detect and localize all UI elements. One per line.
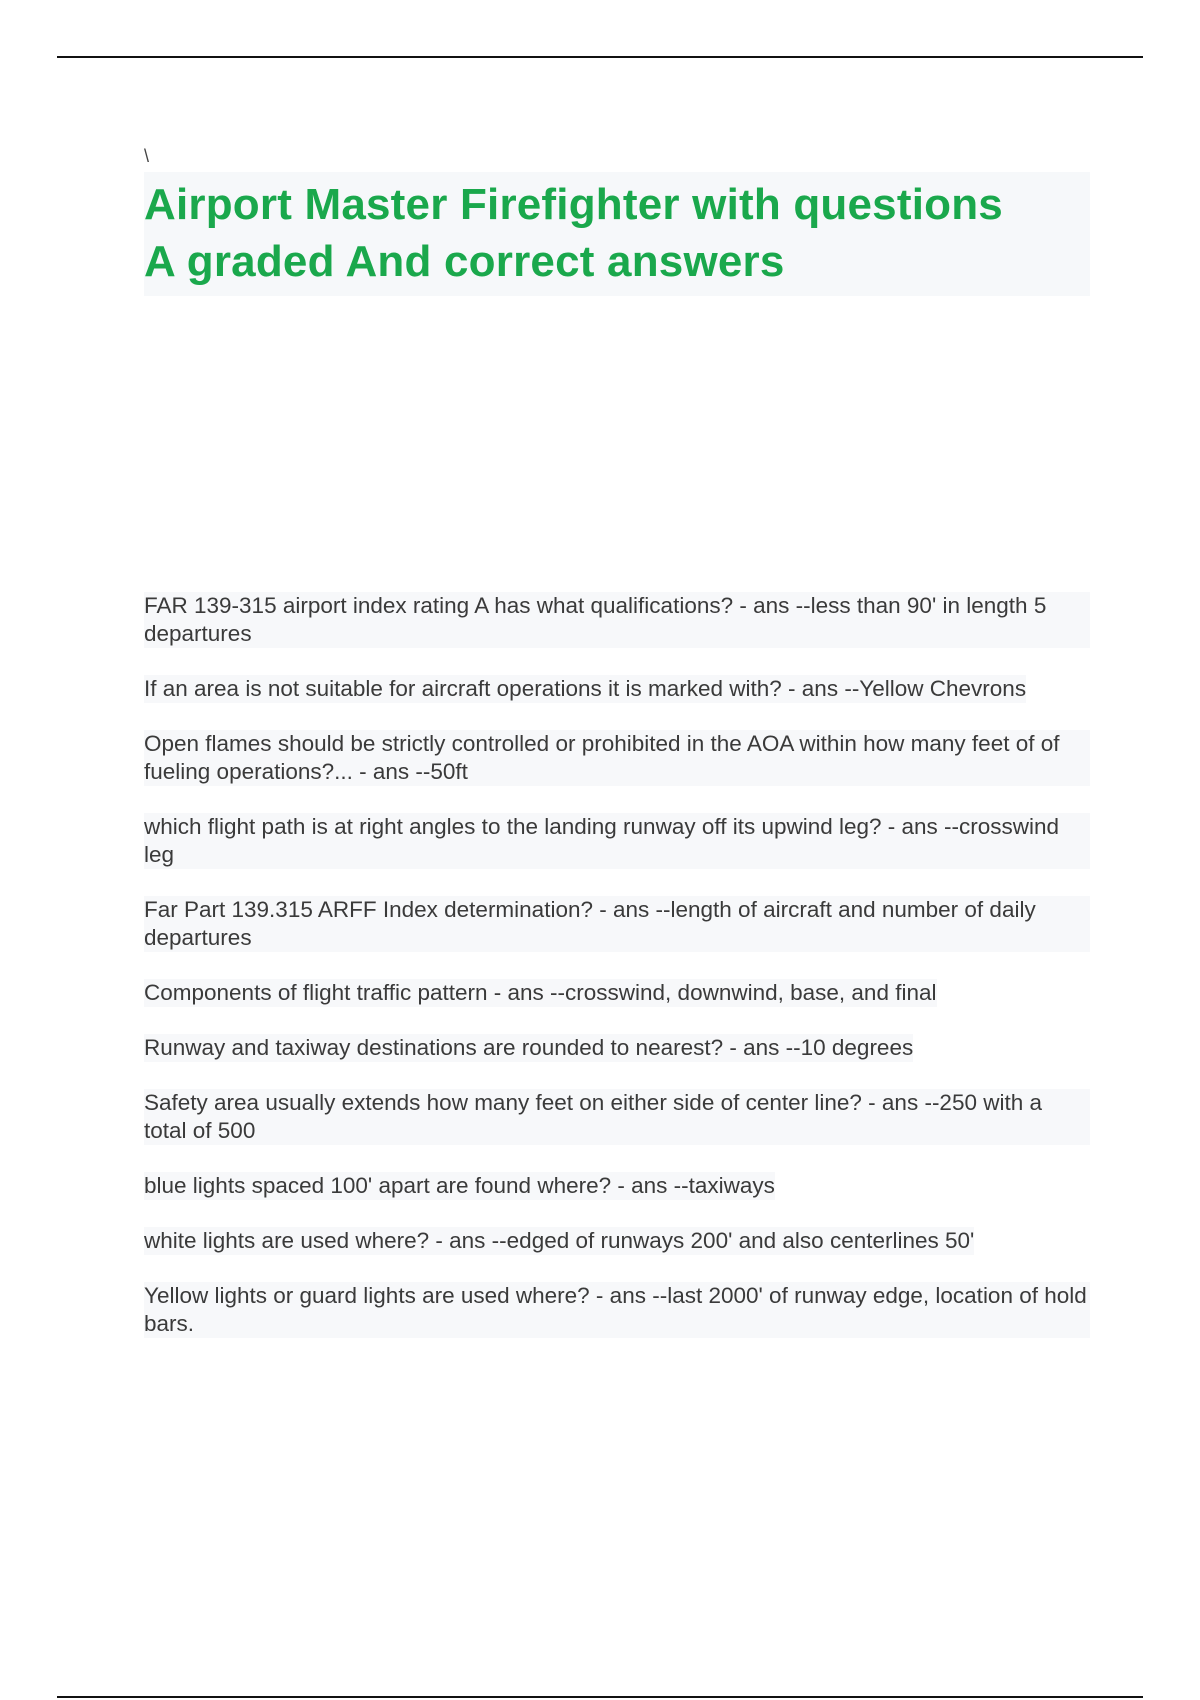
title-line-2: A graded And correct answers: [144, 237, 785, 286]
qa-item: blue lights spaced 100' apart are found where? - ans --taxiways: [144, 1173, 775, 1198]
stray-backslash: \: [144, 146, 150, 166]
qa-item: Components of flight traffic pattern - ans --crosswind, downwind, base, and final: [144, 980, 937, 1005]
qa-item: white lights are used where? - ans --edged of runways 200' and also centerlines 50': [144, 1228, 975, 1253]
qa-item: which flight path is at right angles to the landing runway off its upwind leg? - ans --crosswind leg: [144, 813, 1090, 869]
qa-list: [144, 592, 1090, 1365]
document-title: [144, 176, 1090, 290]
qa-item: If an area is not suitable for aircraft operations it is marked with? - ans --Yellow Chevrons: [144, 676, 1027, 701]
qa-item: FAR 139-315 airport index rating A has what qualifications? - ans --less than 90' in length 5 departures: [144, 592, 1090, 648]
bottom-rule: [57, 1696, 1143, 1698]
qa-item: Far Part 139.315 ARFF Index determination? - ans --length of aircraft and number of daily departures: [144, 896, 1090, 952]
qa-item: Yellow lights or guard lights are used where? - ans --last 2000' of runway edge, location of hold bars.: [144, 1282, 1090, 1338]
title-line-1: Airport Master Firefighter with questions: [144, 180, 1003, 229]
top-rule: [57, 56, 1143, 58]
qa-item: Runway and taxiway destinations are rounded to nearest? - ans --10 degrees: [144, 1035, 914, 1060]
qa-item: Safety area usually extends how many feet on either side of center line? - ans --250 with a total of 500: [144, 1089, 1090, 1145]
title-block: [144, 172, 1090, 296]
qa-item: Open flames should be strictly controlled or prohibited in the AOA within how many feet of of fueling operations?... - ans --50ft: [144, 730, 1090, 786]
